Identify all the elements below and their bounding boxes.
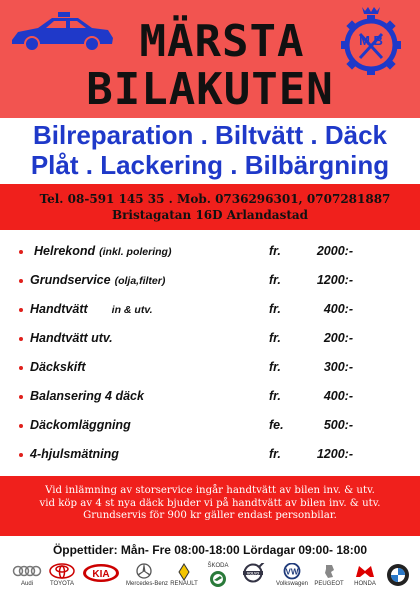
brand-label: TOYOTA [49, 581, 75, 587]
brand-label: PEUGEOT [314, 581, 344, 587]
svg-text:VW: VW [285, 567, 299, 577]
price-prefix: fr. [269, 331, 281, 345]
price-value: 2000:- [316, 244, 353, 258]
opening-hours: Öppettider: Mån- Fre 08:00-18:00 Lördagar 09:00- 18:00 [52, 543, 368, 557]
services-line-2: Plåt . Lackering . Bilbärgning [30, 150, 390, 180]
info-line-2: vid köp av 4 st nya däck bjuder vi på handtvätt av bilen inv. & utv. [39, 497, 381, 509]
kia-logo-icon [82, 563, 120, 591]
renault-logo-icon [168, 563, 200, 591]
title-line-2: BILAKUTEN [86, 64, 334, 115]
brand-label: VOLVO [246, 571, 260, 576]
price-prefix: fr. [269, 302, 281, 316]
bmw-logo-icon [386, 563, 410, 591]
honda-logo-icon [350, 563, 380, 591]
price-value: 200:- [323, 331, 353, 345]
toyota-logo-icon [48, 563, 76, 591]
phone-numbers: Tel. 08-591 145 35 . Mob. 0736296301, 0707281887 [39, 192, 391, 206]
bullet-icon [19, 250, 23, 254]
price-value: 300:- [323, 360, 353, 374]
price-row [0, 416, 420, 436]
service-name: Däckomläggning [30, 418, 131, 432]
address: Bristagatan 16D Arlandastad [111, 208, 309, 222]
brand-label: Audi [20, 581, 33, 587]
price-row [0, 300, 420, 320]
brand-label: KIA [92, 569, 110, 580]
audi-logo-icon [12, 563, 42, 591]
services-banner [0, 120, 420, 180]
bullet-icon [19, 337, 23, 341]
price-prefix: fr. [269, 389, 281, 403]
price-value: 400:- [323, 389, 353, 403]
bullet-icon [19, 395, 23, 399]
bullet-icon [19, 279, 23, 283]
price-prefix: fr. [269, 447, 281, 461]
info-line-3: Grundservis för 900 kr gäller endast personbilar. [83, 510, 337, 521]
info-line-1: Vid inlämning av storservice ingår handtvätt av bilen inv. & utv. [45, 485, 375, 496]
price-row [0, 242, 420, 262]
header [0, 0, 420, 118]
skoda-logo-icon [206, 563, 230, 591]
service-note: (inkl. polering) [99, 246, 172, 258]
price-row [0, 271, 420, 291]
price-prefix: fr. [269, 244, 281, 258]
logo-text: M B [359, 33, 383, 48]
price-prefix: fr. [269, 360, 281, 374]
service-name: Balansering 4 däck [30, 389, 144, 403]
service-name: Däckskift [30, 360, 86, 374]
brand-label: Volkswagen [276, 581, 309, 587]
price-prefix: fr. [269, 273, 281, 287]
services-line-1: Bilreparation . Biltvätt . Däck [33, 120, 387, 150]
brand-label: Mercedes-Benz [126, 581, 169, 587]
price-value: 500:- [323, 418, 353, 432]
bullet-icon [19, 424, 23, 428]
price-row [0, 358, 420, 378]
price-prefix: fe. [269, 418, 284, 432]
price-row [0, 329, 420, 349]
service-note: (olja,filter) [114, 275, 166, 287]
contact-bar [0, 184, 420, 230]
price-row [0, 445, 420, 465]
service-note: in & utv. [111, 304, 153, 316]
brand-label: RENAULT [170, 581, 198, 587]
bullet-icon [19, 453, 23, 457]
bullet-icon [19, 308, 23, 312]
price-row [0, 387, 420, 407]
brand-label: ŠKODA [207, 563, 229, 569]
brand-label: HONDA [354, 581, 376, 587]
service-name: Grundservice [30, 273, 111, 287]
title-line-1: MÄRSTA [139, 16, 305, 67]
service-name: Handtvätt utv. [30, 331, 113, 345]
volvo-logo-icon [236, 563, 270, 591]
volkswagen-logo-icon [276, 563, 308, 591]
service-name: Helrekond [34, 244, 96, 258]
peugeot-logo-icon [314, 563, 344, 591]
info-box [0, 476, 420, 536]
bullet-icon [19, 366, 23, 370]
brand-logos [12, 563, 412, 591]
price-value: 400:- [323, 302, 353, 316]
price-value: 1200:- [316, 273, 353, 287]
service-name: Handtvätt [30, 302, 88, 316]
price-value: 1200:- [316, 447, 353, 461]
service-name: 4-hjulsmätning [30, 447, 119, 461]
mercedes-logo-icon [126, 563, 169, 591]
